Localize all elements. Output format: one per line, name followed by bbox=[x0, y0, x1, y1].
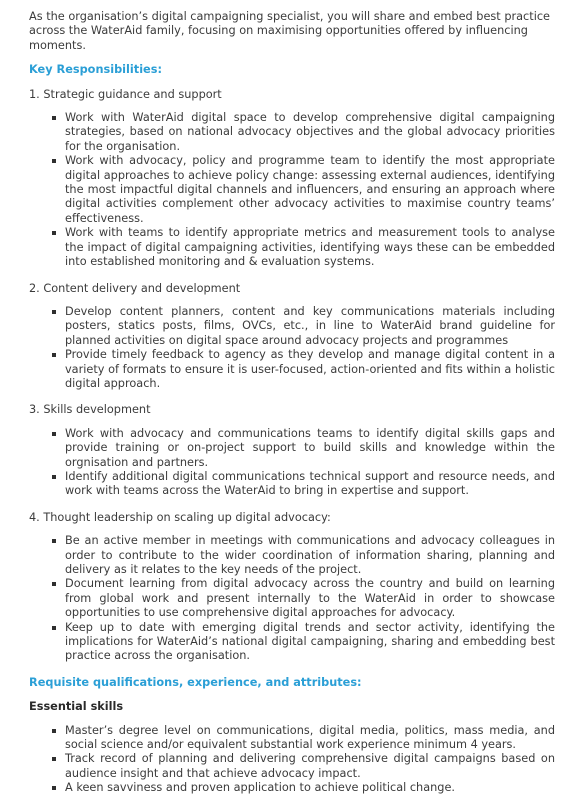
bullet-icon bbox=[52, 310, 56, 314]
bullet-icon bbox=[52, 231, 56, 235]
list-item: Be an active member in meetings with communications and advocacy colleagues in order to contribute to the wider coordination of information sharing, planning and delivery as it relates to the key needs of the project. bbox=[65, 534, 555, 577]
section-title: 2. Content delivery and development bbox=[29, 281, 241, 295]
bullet-icon bbox=[52, 786, 56, 790]
list-item: Work with advocacy and communications teams to identify digital skills gaps and provide training or on-project support to build skills and knowledge within the orgnisation and partners. bbox=[65, 427, 555, 470]
list-item: A keen savviness and proven application to achieve political change. bbox=[65, 781, 555, 795]
intro-paragraph: As the organisation’s digital campaigning specialist, you will share and embed best practice across the WaterAid family, focusing on maximising opportunities offered by influencing moments. bbox=[29, 10, 551, 52]
list-item: Provide timely feedback to agency as they develop and manage digital content in a variety of formats to ensure it is user-focused, action-oriented and fits within a holistic digital approach. bbox=[65, 348, 555, 391]
bullet-icon bbox=[52, 729, 56, 733]
list-item: Track record of planning and delivering comprehensive digital campaigns based on audience insight and that achieve advocacy impact. bbox=[65, 752, 555, 781]
bullet-icon bbox=[52, 626, 56, 630]
bullet-list bbox=[29, 534, 555, 664]
bullet-icon bbox=[52, 582, 56, 586]
section-title: 1. Strategic guidance and support bbox=[29, 87, 222, 101]
bullet-icon bbox=[52, 475, 56, 479]
list-item: Document learning from digital advocacy across the country and build on learning from global work and present internally to the WaterAid in order to showcase opportunities to use comprehensive digital approaches for advocacy. bbox=[65, 577, 555, 620]
list-item: Work with WaterAid digital space to develop comprehensive digital campaigning strategies, based on national advocacy objectives and the global advocacy priorities for the organisation. bbox=[65, 111, 555, 154]
list-item: Master’s degree level on communications, digital media, politics, mass media, and social science and/or equivalent substantial work experience minimum 4 years. bbox=[65, 724, 555, 753]
list-item: Work with advocacy, policy and programme team to identify the most appropriate digital approaches to achieve policy change: assessing external audiences, identifying the most impactful digital channels and influencers, and ensuring an approach where digital activities complement other advocacy activities to maximise country teams’ effectiveness. bbox=[65, 154, 555, 226]
key-responsibilities-heading: Key Responsibilities: bbox=[29, 63, 162, 77]
section-title: 4. Thought leadership on scaling up digital advocacy: bbox=[29, 510, 331, 524]
list-item: Identify additional digital communications technical support and resource needs, and work with teams across the WaterAid to bring in expertise and support. bbox=[65, 470, 555, 499]
list-item: Work with teams to identify appropriate metrics and measurement tools to analyse the impact of digital campaigning activities, identifying ways these can be embedded into established monitoring and & evaluation systems. bbox=[65, 226, 555, 269]
bullet-icon bbox=[52, 353, 56, 357]
bullet-icon bbox=[52, 539, 56, 543]
section-title: 3. Skills development bbox=[29, 403, 151, 417]
bullet-list bbox=[29, 724, 555, 796]
list-item: Develop content planners, content and key communications materials including posters, statics posts, films, OVCs, etc., in line to WaterAid brand guideline for planned activities on digital space around advocacy projects and programmes bbox=[65, 305, 555, 348]
list-item: Keep up to date with emerging digital trends and sector activity, identifying the implications for WaterAid’s national digital campaigning, sharing and embedding best practice across the organisation. bbox=[65, 621, 555, 664]
bullet-list bbox=[29, 305, 555, 391]
bullet-icon bbox=[52, 116, 56, 120]
qualifications-heading: Requisite qualifications, experience, and attributes: bbox=[29, 675, 362, 689]
bullet-icon bbox=[52, 757, 56, 761]
bullet-list bbox=[29, 427, 555, 499]
bullet-icon bbox=[52, 432, 56, 436]
bullet-icon bbox=[52, 159, 56, 163]
bullet-list bbox=[29, 111, 555, 269]
essential-skills-heading: Essential skills bbox=[29, 700, 124, 714]
